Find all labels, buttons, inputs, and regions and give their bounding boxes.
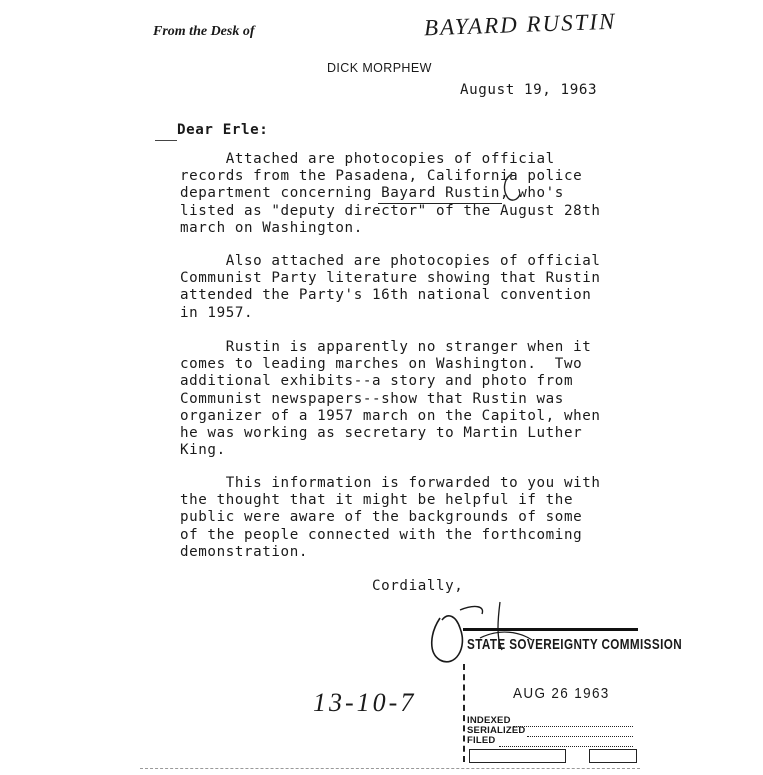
paragraph-line: attended the Party's 16th national convention <box>180 287 592 304</box>
handwritten-name: BAYARD RUSTIN <box>423 8 617 41</box>
paragraph-line: Rustin is apparently no stranger when it <box>180 339 592 355</box>
closing: Cordially, <box>372 578 464 594</box>
paragraph-line: Communist newspapers--show that Rustin was <box>180 390 564 407</box>
indexed-label: INDEXED <box>467 715 511 726</box>
paragraph-line: he was working as secretary to Martin Luther <box>180 425 583 441</box>
paragraph-line: department concerning Bayard Rustin, who's <box>180 185 564 202</box>
paragraph-line: records from the Pasadena, California police <box>180 168 583 185</box>
paragraph-line: comes to leading marches on Washington. Two <box>180 356 583 373</box>
paragraph-line: demonstration. <box>180 543 308 560</box>
stamp-date: AUG 26 1963 <box>513 685 610 702</box>
scan-artifact-line <box>140 768 640 769</box>
name-underline <box>378 203 502 204</box>
indexed-line <box>513 726 633 727</box>
stamp-title: STATE SOVEREIGNTY COMMISSION <box>467 636 683 653</box>
paragraph-line: This information is forwarded to you with <box>180 475 601 491</box>
sovereignty-stamp <box>463 628 683 768</box>
paragraph-line: march on Washington. <box>180 219 363 236</box>
stamp-box-right <box>589 749 637 763</box>
filed-label: FILED <box>467 735 496 746</box>
filed-line <box>499 746 633 747</box>
paragraph-line: the thought that it might be helpful if the <box>180 492 574 509</box>
paragraph-line: of the people connected with the forthcoming <box>180 526 583 543</box>
paragraph-line: in 1957. <box>180 304 254 321</box>
paragraph-line: listed as "deputy director" of the August 28th <box>180 202 601 219</box>
serialized-line <box>527 736 633 737</box>
salutation-mark <box>155 140 177 141</box>
from-the-desk-of-label: From the Desk of <box>153 24 255 39</box>
handwritten-mark <box>498 170 528 210</box>
stamp-left-border <box>463 664 465 762</box>
letter-date: August 19, 1963 <box>460 82 598 98</box>
serialized-label: SERIALIZED <box>467 725 526 736</box>
sender-name: DICK MORPHEW <box>327 61 432 75</box>
stamp-top-border <box>463 628 638 631</box>
paragraph-line: King. <box>180 442 226 459</box>
paragraph-line: Communist Party literature showing that Rustin <box>180 270 601 287</box>
file-number: 13-10-7 <box>313 688 417 717</box>
paragraph-line: Attached are photocopies of official <box>180 151 555 167</box>
paragraph-line: additional exhibits--a story and photo from <box>180 373 574 390</box>
paragraph-line: public were aware of the backgrounds of some <box>180 509 583 526</box>
paragraph-line: Also attached are photocopies of official <box>180 253 601 269</box>
stamp-box-left <box>469 749 566 763</box>
salutation: Dear Erle: <box>177 122 269 138</box>
paragraph-line: organizer of a 1957 march on the Capitol, when <box>180 407 601 424</box>
